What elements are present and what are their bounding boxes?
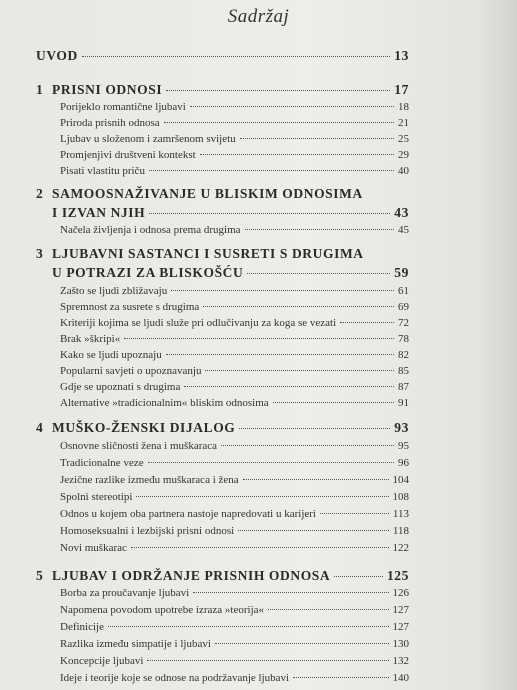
toc-item-label: Zašto se ljudi zbližavaju (60, 285, 168, 297)
toc-item-page: 108 (392, 491, 409, 503)
chapter-number: 2 (36, 186, 44, 201)
toc-item-label: Popularni savjeti o upoznavanju (60, 365, 202, 377)
toc-item-page: 130 (392, 638, 409, 650)
toc-item (60, 587, 409, 599)
toc-item-label: Priroda prisnih odnosa (60, 117, 160, 129)
chapter-title-continued: I IZVAN NJIH (52, 205, 146, 220)
toc-item-label: Borba za proučavanje ljubavi (60, 587, 190, 599)
chapter-1-row (36, 82, 409, 98)
dot-leader (131, 547, 389, 548)
chapter-title: SAMOOSNAŽIVANJE U BLISKIM ODNOSIMA (52, 186, 363, 201)
toc-item-page: 126 (392, 587, 409, 599)
chapter-5-row (36, 568, 409, 584)
toc-item (60, 117, 409, 129)
chapter-3-row (52, 265, 409, 281)
toc-item (60, 508, 409, 520)
chapter-number: 4 (36, 420, 44, 435)
dot-leader (149, 213, 390, 214)
toc-item (60, 365, 409, 377)
chapter-3-title-line1 (36, 246, 364, 262)
dot-leader (240, 138, 394, 139)
toc-item (60, 525, 409, 537)
toc-item-page: 40 (398, 165, 409, 177)
toc-item-page: 127 (392, 604, 409, 616)
toc-item-label: Definicije (60, 621, 104, 633)
chapter-number: 1 (36, 82, 44, 97)
toc-item-label: Spremnost za susrete s drugima (60, 301, 200, 313)
page-title: Sadržaj (227, 6, 290, 27)
dot-leader (334, 576, 383, 577)
toc-item-page: 78 (398, 333, 409, 345)
toc-item-label: Kriteriji kojima se ljudi služe pri odlučivanju za koga se vezati (60, 317, 337, 329)
dot-leader (166, 354, 394, 355)
toc-item-page: 118 (392, 525, 409, 537)
toc-item-page: 127 (392, 621, 409, 633)
dot-leader (239, 428, 390, 429)
dot-leader (190, 106, 394, 107)
toc-item-page: 140 (392, 672, 409, 684)
toc-item-page: 45 (398, 224, 409, 236)
toc-item-page: 72 (398, 317, 409, 329)
toc-item (60, 397, 409, 409)
toc-item-page: 96 (398, 457, 409, 469)
dot-leader (273, 402, 394, 403)
chapter-page: 59 (394, 265, 409, 280)
page-edge-shadow (477, 0, 517, 690)
chapter-page: 125 (386, 568, 409, 583)
toc-item (60, 301, 409, 313)
dot-leader (200, 154, 394, 155)
chapter-title: LJUBAVNI SASTANCI I SUSRETI S DRUGIMA (52, 246, 364, 261)
dot-leader (164, 122, 394, 123)
toc-item-label: Osnovne sličnosti žena i muškaraca (60, 440, 218, 452)
dot-leader (340, 322, 394, 323)
toc-item (60, 285, 409, 297)
chapter-page: 93 (394, 420, 409, 435)
toc-item-page: 122 (392, 542, 409, 554)
toc-item (60, 133, 409, 145)
chapter-number: 3 (36, 246, 44, 261)
toc-item-label: Napomena povodom upotrebe izraza »teorija« (60, 604, 265, 616)
toc-item-label: Porijeklo romantične ljubavi (60, 101, 186, 113)
toc-item-page: 95 (398, 440, 409, 452)
chapter-title: LJUBAV I ODRŽANJE PRISNIH ODNOSA (52, 568, 331, 583)
dot-leader (243, 479, 389, 480)
chapter-page: 17 (394, 82, 409, 97)
toc-item-label: Koncepcije ljubavi (60, 655, 144, 667)
toc-item-page: 132 (392, 655, 409, 667)
dot-leader (108, 626, 389, 627)
chapter-page: 43 (394, 205, 409, 220)
toc-item-label: Spolni stereotipi (60, 491, 133, 503)
toc-intro-label: UVOD (36, 48, 78, 63)
dot-leader (184, 386, 394, 387)
chapter-title: PRISNI ODNOSI (52, 82, 163, 97)
toc-item (60, 381, 409, 393)
toc-item-page: 85 (398, 365, 409, 377)
toc-item-page: 18 (398, 101, 409, 113)
toc-item-page: 61 (398, 285, 409, 297)
toc-item (60, 457, 409, 469)
dot-leader (166, 90, 390, 91)
toc-item-label: Odnos u kojem oba partnera nastoje napredovati u karijeri (60, 508, 316, 520)
toc-item-page: 113 (392, 508, 409, 520)
toc-item-label: Kako se ljudi upoznaju (60, 349, 162, 361)
chapter-title-continued: U POTRAZI ZA BLISKOŠĆU (52, 265, 244, 280)
toc-item-label: Jezične razlike između muškaraca i žena (60, 474, 239, 486)
toc-item-page: 104 (392, 474, 409, 486)
toc-item (60, 491, 409, 503)
toc-item (60, 474, 409, 486)
dot-leader (147, 660, 388, 661)
toc-item (60, 621, 409, 633)
dot-leader (136, 496, 388, 497)
toc-item-page: 29 (398, 149, 409, 161)
dot-leader (124, 338, 394, 339)
toc-item (60, 149, 409, 161)
toc-item-label: Gdje se upoznati s drugima (60, 381, 181, 393)
dot-leader (320, 513, 389, 514)
toc-item-label: Razlika između simpatije i ljubavi (60, 638, 211, 650)
dot-leader (205, 370, 394, 371)
toc-item (60, 440, 409, 452)
toc-item-page: 69 (398, 301, 409, 313)
toc-item-label: Brak »škripi« (60, 333, 121, 345)
chapter-title: MUŠKO-ŽENSKI DIJALOG (52, 420, 236, 435)
dot-leader (149, 170, 394, 171)
toc-item-label: Ljubav u složenom i zamršenom svijetu (60, 133, 236, 145)
chapter-number: 5 (36, 568, 44, 583)
toc-intro-page: 13 (394, 48, 409, 63)
dot-leader (193, 592, 388, 593)
toc-item-page: 82 (398, 349, 409, 361)
dot-leader (203, 306, 394, 307)
toc-item-page: 91 (398, 397, 409, 409)
dot-leader (238, 530, 389, 531)
dot-leader (215, 643, 389, 644)
dot-leader (268, 609, 388, 610)
dot-leader (221, 445, 394, 446)
toc-item (60, 604, 409, 616)
toc-item-label: Alternative »tradicionalnim« bliskim odnosima (60, 397, 269, 409)
toc-item-label: Homoseksualni i lezbijski prisni odnosi (60, 525, 235, 537)
toc-intro-row (36, 48, 409, 64)
toc-item (60, 165, 409, 177)
toc-item (60, 317, 409, 329)
chapter-2-row (52, 205, 409, 221)
toc-item (60, 672, 409, 684)
dot-leader (245, 229, 394, 230)
toc-item-label: Novi muškarac (60, 542, 127, 554)
toc-item-label: Pisati vlastitu priču (60, 165, 145, 177)
toc-item-label: Načela življenja i odnosa prema drugima (60, 224, 241, 236)
toc-item (60, 349, 409, 361)
toc-item-page: 21 (398, 117, 409, 129)
toc-item (60, 655, 409, 667)
dot-leader (293, 677, 388, 678)
toc-item (60, 224, 409, 236)
toc-item-label: Promjenjivi društveni kontekst (60, 149, 196, 161)
toc-item-page: 25 (398, 133, 409, 145)
chapter-4-row (36, 420, 409, 436)
toc-item-label: Tradicionalne veze (60, 457, 144, 469)
dot-leader (148, 462, 394, 463)
chapter-2-title-line1 (36, 186, 363, 202)
toc-item-label: Ideje i teorije koje se odnose na podržavanje ljubavi (60, 672, 290, 684)
toc-item (60, 542, 409, 554)
toc-item-page: 87 (398, 381, 409, 393)
dot-leader (82, 56, 390, 57)
dot-leader (171, 290, 394, 291)
toc-item (60, 333, 409, 345)
toc-item (60, 101, 409, 113)
toc-item (60, 638, 409, 650)
dot-leader (247, 273, 390, 274)
